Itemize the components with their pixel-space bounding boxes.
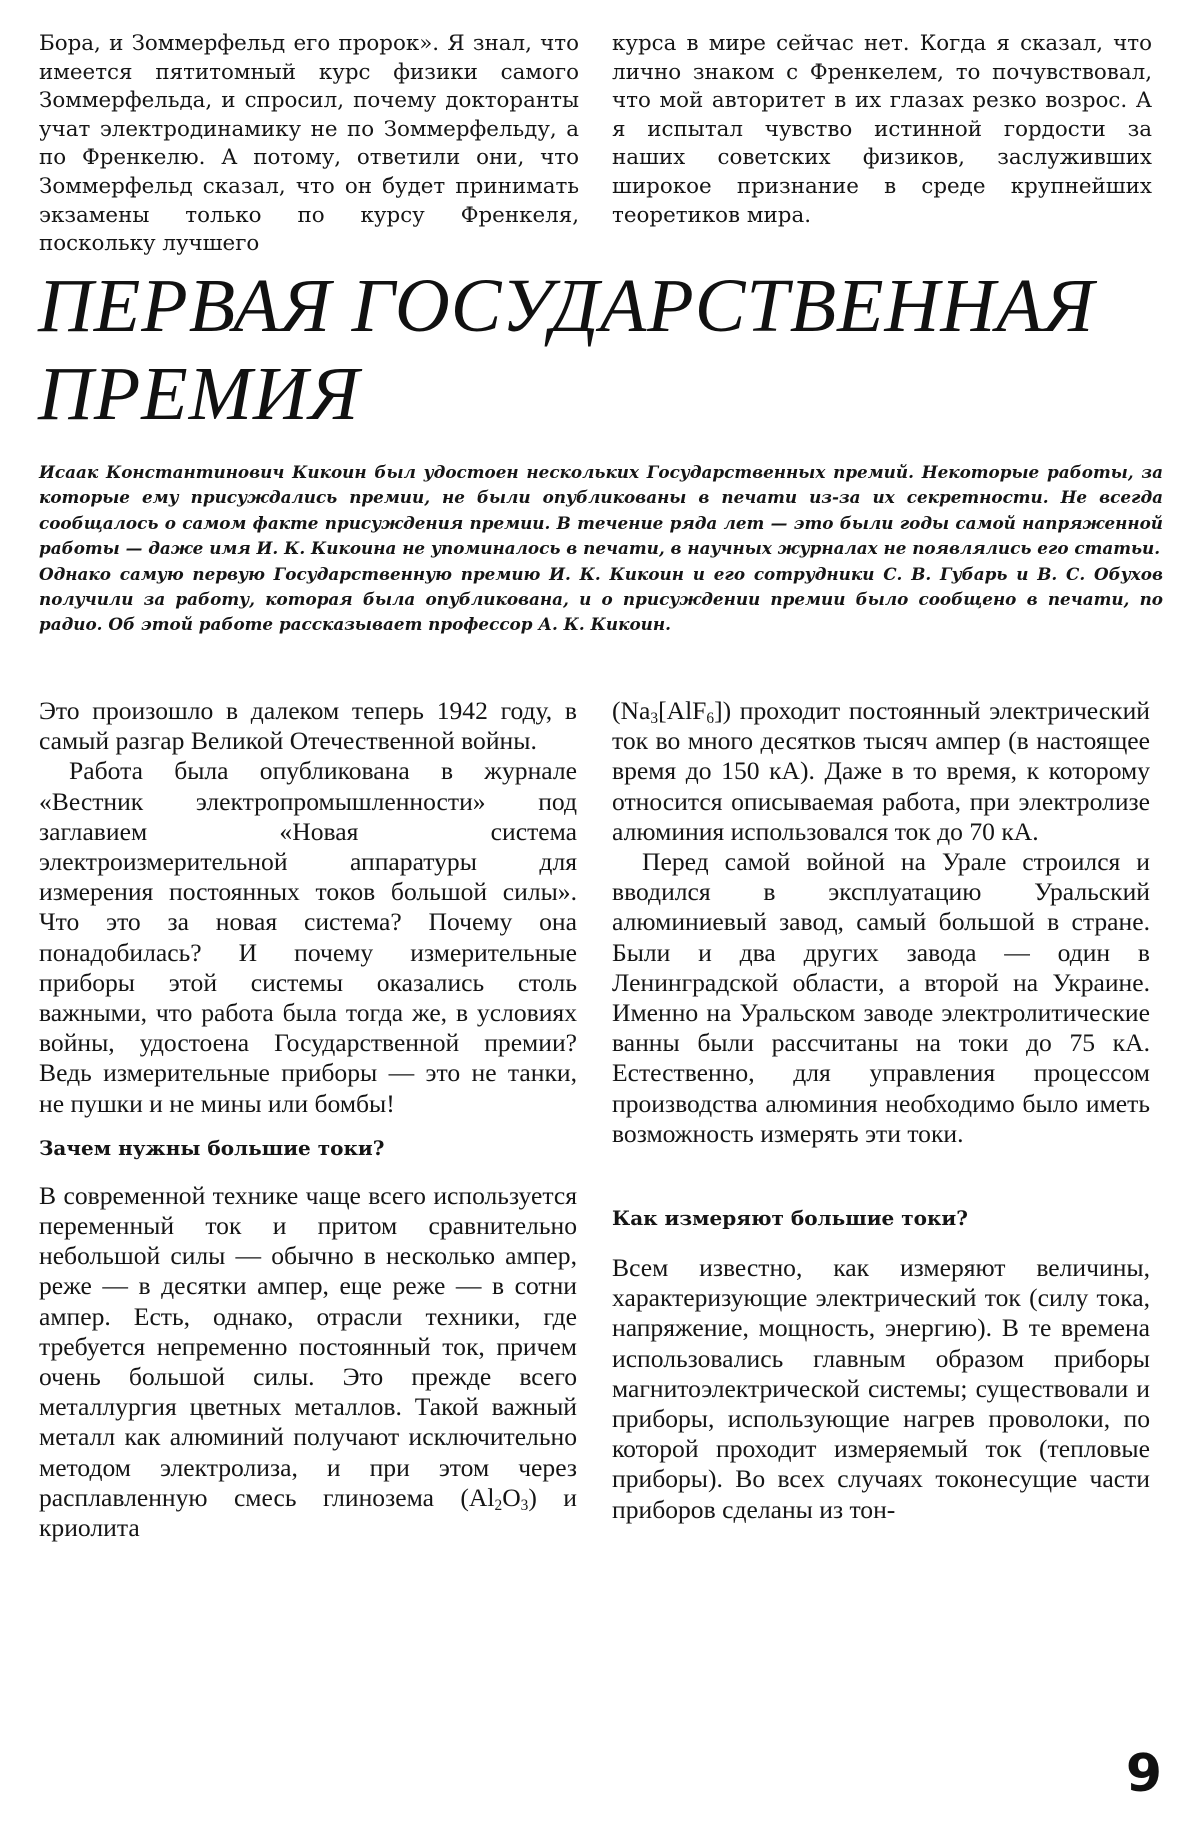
body-column-right bbox=[612, 696, 1150, 1525]
section-heading: Как измеряют большие токи? bbox=[612, 1206, 968, 1231]
page-number: 9 bbox=[1125, 1744, 1162, 1804]
body-paragraph: Это произошло в далеком теперь 1942 году, в самый разгар Великой Отечественной войны. bbox=[39, 696, 577, 756]
body-paragraph: Всем известно, как измеряют величины, характеризующие электрический ток (силу тока, напряжение, мощность, энергию). В те времена использовались главным образом приборы магнитоэлектрической системы; существовали и приборы, использующие нагрев проволоки, по которой проходит измеряемый ток (тепловые приборы). Во всех случаях токонесущие части приборов сделаны из тон- bbox=[612, 1253, 1150, 1524]
top-right-column bbox=[612, 30, 1152, 230]
continued-paragraph-left: Бора, и Зоммерфельд его пророк». Я знал, что имеется пятитомный курс физики самого Зоммерфельда, и спросил, почему докторанты учат электродинамику не по Зоммерфельду, а по Френкелю. А потому, ответили они, что Зоммерфельд сказал, что он будет принимать экзамены только по курсу Френкеля, поскольку лучшего bbox=[39, 31, 579, 257]
continued-paragraph-right: курса в мире сейчас нет. Когда я сказал, что лично знаком с Френкелем, то почувствовал, что мой авторитет в их глазах резко возрос. А я испытал чувство истинной гордости за наших советских физиков, заслуживших широкое признание в среде крупнейших теоретиков мира. bbox=[612, 31, 1152, 228]
article-lead bbox=[39, 460, 1163, 638]
subscript: 2 bbox=[494, 1496, 503, 1514]
text-run: ]) проходит постоянный электрический ток во много десятков тысяч ампер (в настоящее время до 150 кА). Даже в то время, к которому относится описываемая работа, при электролизе алюминия использовался ток до 70 кА. bbox=[612, 696, 1150, 846]
text-run: ) и криолита bbox=[39, 1482, 577, 1543]
subscript: 3 bbox=[650, 710, 659, 727]
subscript: 3 bbox=[520, 1496, 529, 1514]
body-paragraph: Работа была опубликована в журнале «Вестник электропромышленности» под заглавием «Новая система электроизмерительной аппаратуры для измерения постоянных токов большой силы». Что это за новая система? Почему она понадобилась? И почему измерительные приборы этой системы оказались столь важными, что работа была тогда же, в условиях войны, удостоена Государственной премии? Ведь измерительные приборы — это не танки, не пушки и не мины или бомбы! bbox=[39, 756, 577, 1118]
text-run: В современной технике чаще всего используется переменный ток и притом сравнительно небольшой силы — обычно в несколько ампер, реже — в десятки ампер, еще реже — в сотни ампер. Есть, однако, отрасли техники, где требуется непременно постоянный ток, причем очень большой силы. Это прежде всего металлургия цветных металлов. Такой важный металл как алюминий получают исключительно методом электролиза, и при этом через расплавленную смесь глинозема (Al bbox=[39, 1180, 577, 1512]
section-heading: Зачем нужны большие токи? bbox=[39, 1135, 385, 1160]
text-run: (Na bbox=[612, 696, 651, 725]
subscript: 6 bbox=[706, 710, 715, 727]
text-run: [AlF bbox=[658, 696, 707, 725]
text-run: O bbox=[502, 1482, 521, 1512]
body-paragraph bbox=[39, 1181, 577, 1543]
body-paragraph bbox=[612, 696, 1150, 847]
lead-paragraph-2: Однако самую первую Государственную премию И. К. Кикоин и его сотрудники С. В. Губарь и В. С. Обухов получили за работу, которая была опубликована, и о присуждении премии было сообщено в печати, по радио. Об этой работе рассказывает профессор А. К. Кикоин. bbox=[39, 563, 1163, 635]
article-headline: ПЕРВАЯ ГОСУДАРСТВЕННАЯ ПРЕМИЯ bbox=[38, 264, 1095, 436]
top-left-column bbox=[39, 30, 579, 259]
body-column-left bbox=[39, 696, 577, 1543]
body-paragraph: Перед самой войной на Урале строился и вводился в эксплуатацию Уральский алюминиевый завод, самый большой в стране. Были и два других завода — один в Ленинградской области, а второй на Украине. Именно на Уральском заводе электролитические ванны были рассчитаны на токи до 75 кА. Естественно, для управления процессом производства алюминия необходимо было иметь возможность измерять эти токи. bbox=[612, 847, 1150, 1148]
lead-paragraph-1: Исаак Константинович Кикоин был удостоен нескольких Государственных премий. Некоторые работы, за которые ему присуждались премии, не были опубликованы в печати из-за их секретности. Не всегда сообщалось о самом факте присуждения премии. В течение ряда лет — это были годы самой напряженной работы — даже имя И. К. Кикоина не упоминалось в печати, в научных журналах не появлялись его статьи. bbox=[39, 462, 1163, 559]
